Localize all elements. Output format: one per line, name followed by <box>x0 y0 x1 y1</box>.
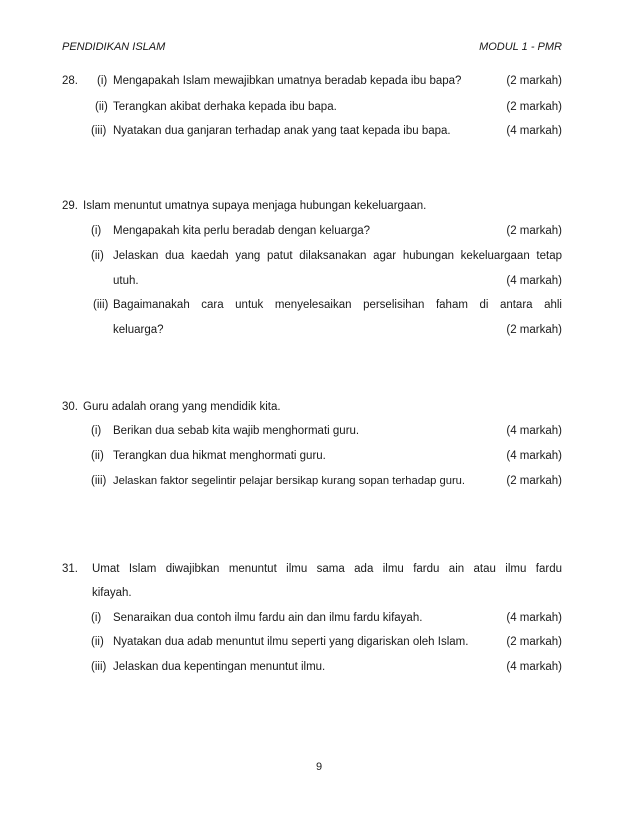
marks: (4 markah) <box>506 661 562 673</box>
part-text: Bagaimanakah cara untuk menyelesaikan perselisihan faham di antara ahli <box>113 299 562 311</box>
part-label: (i) <box>91 225 102 237</box>
marks: (4 markah) <box>506 425 562 437</box>
question-number: 29. <box>62 200 78 212</box>
question-number: 31. <box>62 563 78 575</box>
question-stem: Guru adalah orang yang mendidik kita. <box>83 401 281 413</box>
part-label: (ii) <box>91 250 104 262</box>
question-number: 28. <box>62 75 78 87</box>
part-label: (i) <box>97 75 108 87</box>
part-text: Jelaskan dua kepentingan menuntut ilmu. <box>113 661 326 673</box>
part-text: Terangkan akibat derhaka kepada ibu bapa. <box>113 101 337 113</box>
part-label: (ii) <box>95 101 108 113</box>
part-text: Jelaskan dua kaedah yang patut dilaksanakan agar hubungan kekeluargaan tetap <box>113 250 562 262</box>
part-text: Mengapakah Islam mewajibkan umatnya beradab kepada ibu bapa? <box>113 75 462 87</box>
part-text: Senaraikan dua contoh ilmu fardu ain dan ilmu fardu kifayah. <box>113 612 423 624</box>
marks: (4 markah) <box>506 125 562 137</box>
marks: (2 markah) <box>506 636 562 648</box>
page-number: 9 <box>315 761 323 773</box>
part-text: Berikan dua sebab kita wajib menghormati guru. <box>113 425 360 437</box>
header-subject: PENDIDIKAN ISLAM <box>62 41 166 53</box>
part-label: (iii) <box>93 299 109 311</box>
question-number: 30. <box>62 401 78 413</box>
marks: (2 markah) <box>506 324 562 336</box>
marks: (4 markah) <box>506 612 562 624</box>
marks: (4 markah) <box>506 450 562 462</box>
part-label: (ii) <box>91 450 104 462</box>
marks: (2 markah) <box>506 225 562 237</box>
question-stem-continued: kifayah. <box>92 587 132 599</box>
part-text-continued: keluarga? <box>113 324 164 336</box>
part-label: (iii) <box>91 475 107 487</box>
part-text: Jelaskan faktor segelintir pelajar bersikap kurang sopan terhadap guru. <box>113 475 465 487</box>
marks: (2 markah) <box>506 101 562 113</box>
part-label: (iii) <box>91 661 107 673</box>
part-text-continued: utuh. <box>113 275 139 287</box>
marks: (2 markah) <box>506 75 562 87</box>
marks: (4 markah) <box>506 275 562 287</box>
part-text: Nyatakan dua ganjaran terhadap anak yang taat kepada ibu bapa. <box>113 125 451 137</box>
marks: (2 markah) <box>506 475 562 487</box>
part-label: (i) <box>91 425 102 437</box>
part-label: (i) <box>91 612 102 624</box>
part-label: (iii) <box>91 125 107 137</box>
question-stem: Umat Islam diwajibkan menuntut ilmu sama ada ilmu fardu ain atau ilmu fardu <box>92 563 562 575</box>
part-label: (ii) <box>91 636 104 648</box>
question-stem: Islam menuntut umatnya supaya menjaga hubungan kekeluargaan. <box>83 200 427 212</box>
part-text: Mengapakah kita perlu beradab dengan keluarga? <box>113 225 371 237</box>
header-module: MODUL 1 - PMR <box>479 41 562 53</box>
part-text: Terangkan dua hikmat menghormati guru. <box>113 450 326 462</box>
part-text: Nyatakan dua adab menuntut ilmu seperti yang digariskan oleh Islam. <box>113 636 469 648</box>
